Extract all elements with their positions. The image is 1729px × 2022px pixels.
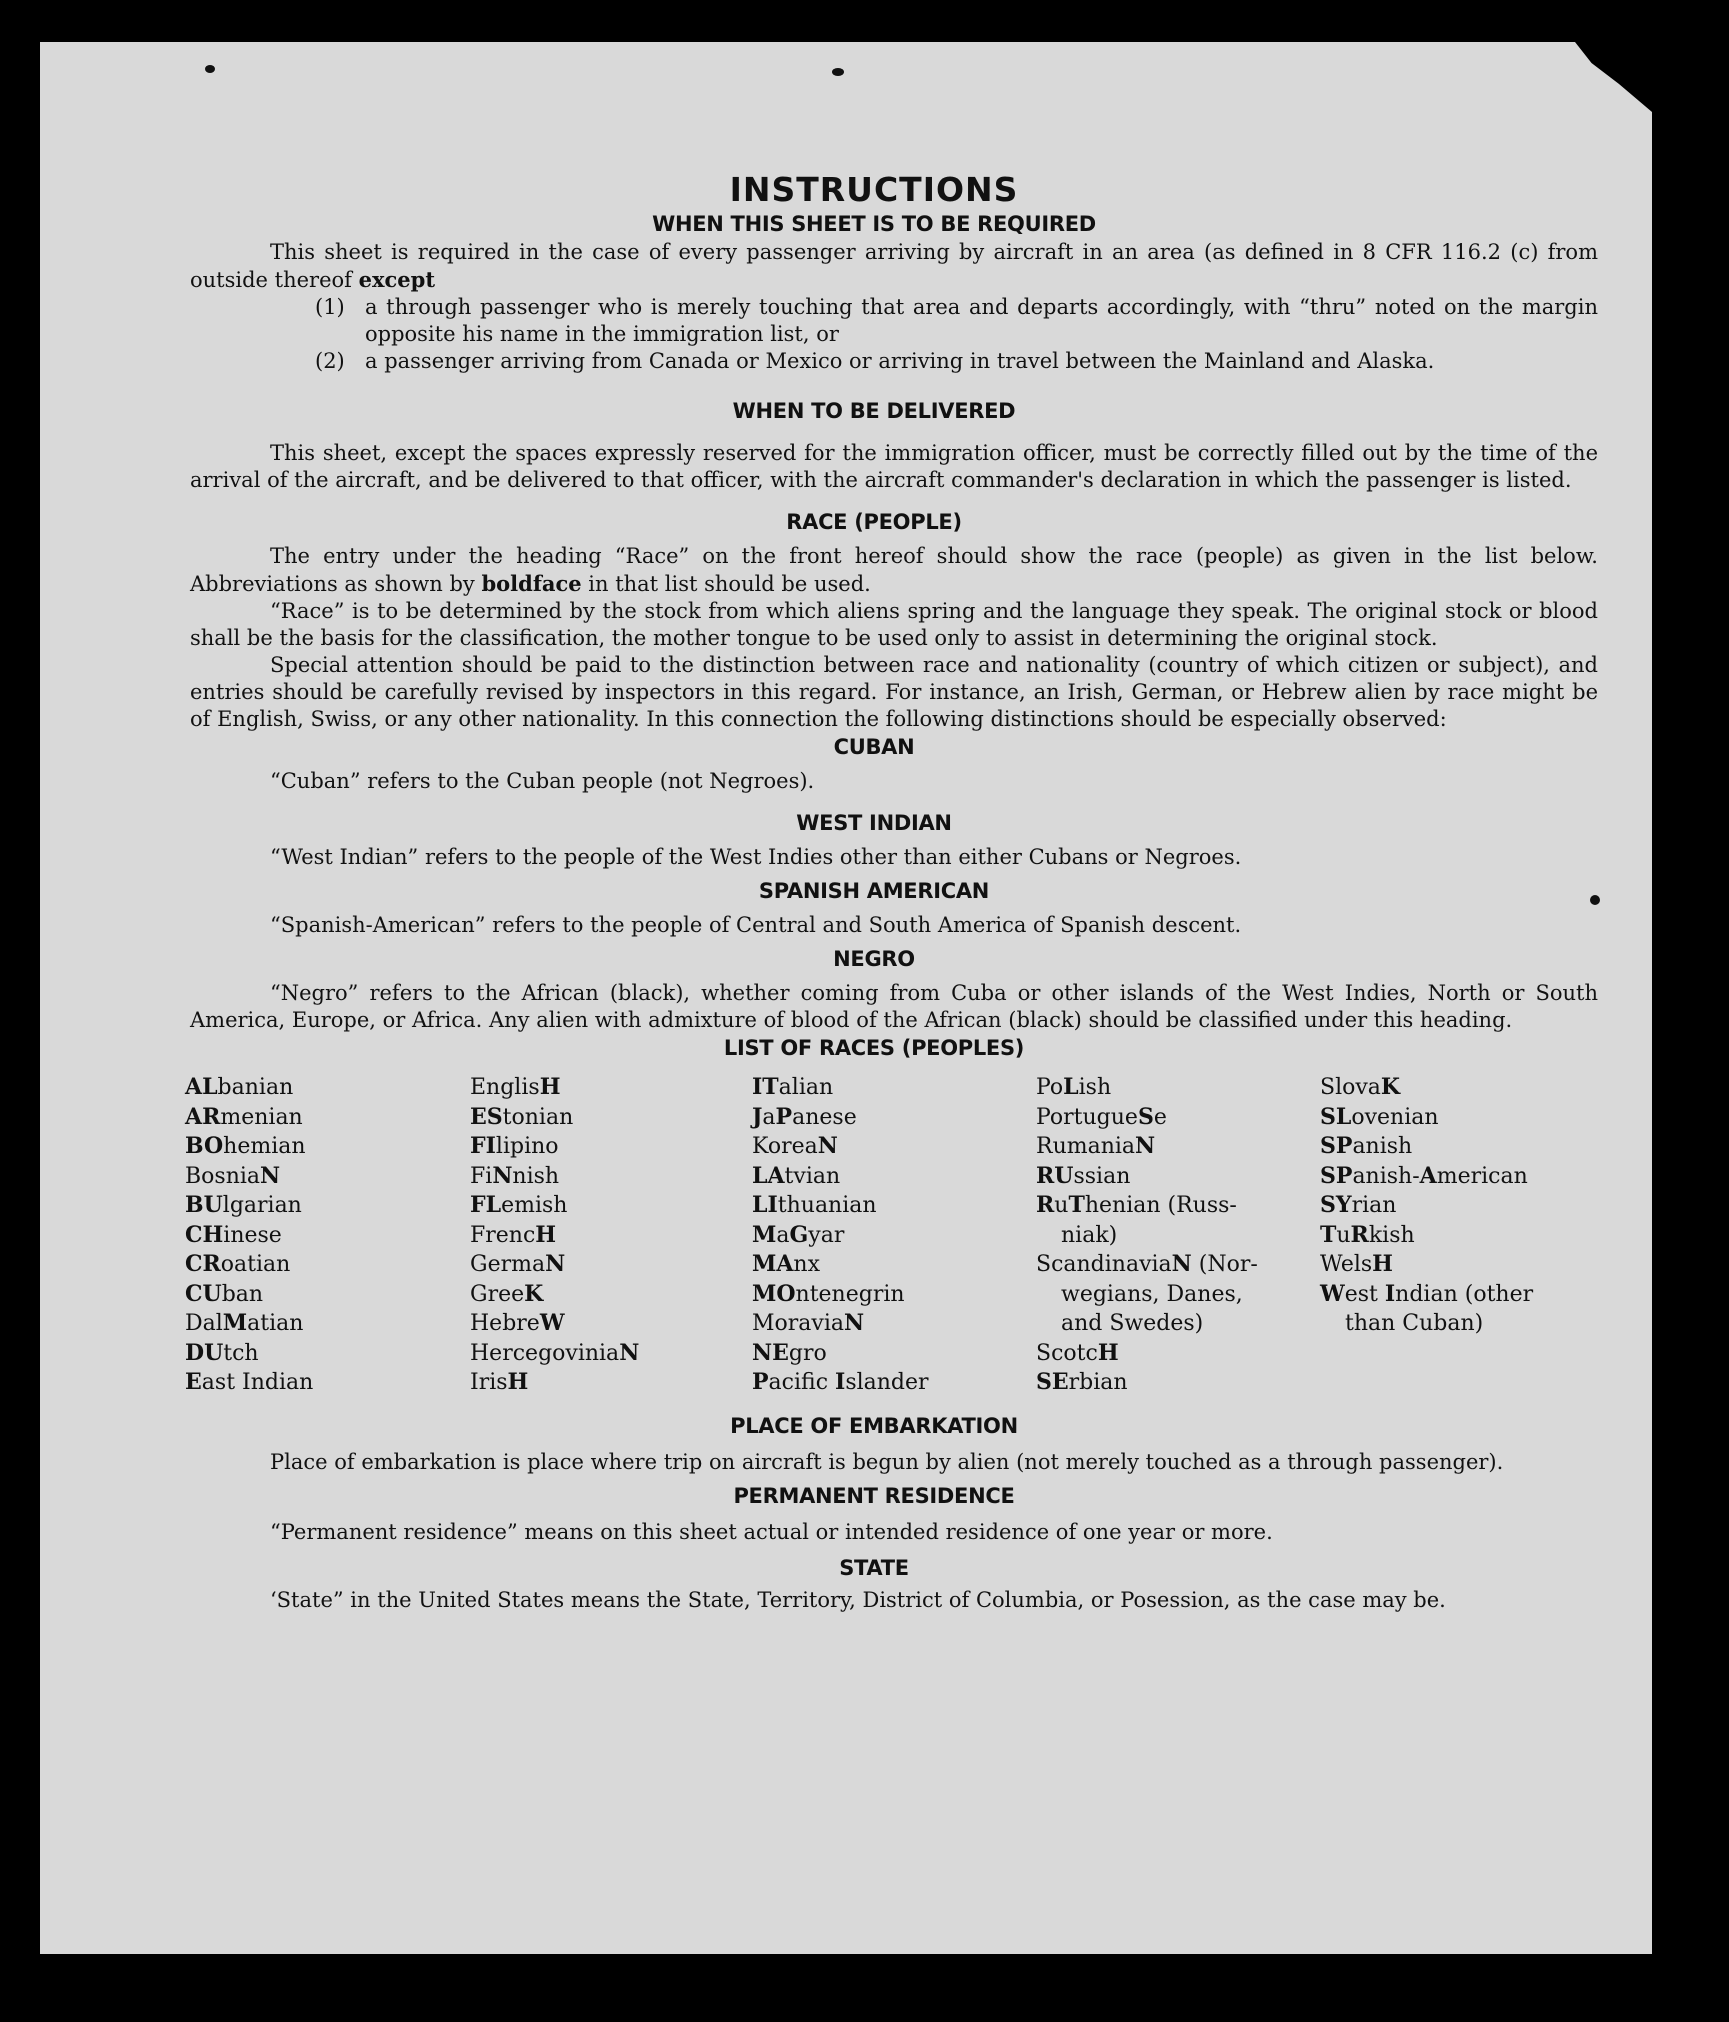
race-abbrev: W: [539, 1310, 565, 1336]
negro-text: “Negro” refers to the African (black), whether coming from Cuba or other islands of the West Indies, North or South America, Europe, or Africa. Any alien with admixture of blood of the African (black) should be classified under this heading.: [190, 981, 1598, 1032]
race-text: lgarian: [222, 1193, 302, 1218]
race-abbrev: CR: [185, 1251, 221, 1277]
race-abbrev: J: [752, 1103, 763, 1130]
heading-west-indian: WEST INDIAN: [796, 811, 952, 835]
race-p1-end: in that list should be used.: [581, 572, 871, 596]
race-abbrev: H: [1097, 1339, 1119, 1366]
race-abbrev: LA: [752, 1162, 785, 1189]
race-text: nish: [512, 1163, 560, 1189]
race-text: henian (Russ-: [1084, 1193, 1237, 1218]
race-entry: [470, 1221, 752, 1251]
race-text: u: [1336, 1222, 1351, 1248]
when-delivered-text: This sheet, except the spaces expressly reserved for the immigration officer, must be correctly filled out by the time of the arrival of the aircraft, and be delivered to that officer, with the aircraft commander's declaration in which the passenger is listed.: [190, 441, 1598, 492]
heading-when-required: WHEN THIS SHEET IS TO BE REQUIRED: [652, 212, 1096, 236]
race-abbrev: R: [1350, 1221, 1369, 1248]
race-text: a: [762, 1104, 776, 1130]
race-entry: [752, 1250, 1036, 1280]
race-text: rian: [1351, 1193, 1397, 1218]
race-entry: [185, 1339, 470, 1369]
race-entry: [185, 1250, 470, 1280]
race-text: Frenc: [470, 1222, 536, 1248]
race-text: hemian: [223, 1134, 306, 1159]
race-text: rbian: [1068, 1370, 1128, 1395]
heading-when-delivered: WHEN TO BE DELIVERED: [732, 399, 1016, 423]
race-paragraph-2: “Race” is to be determined by the stock from which aliens spring and the language they speak. The original stock or blood shall be the basis for the classification, the mother tongue to be used only to assist in determining the original stock.: [190, 599, 1598, 650]
race-entry: [752, 1073, 1036, 1103]
race-entry: [1320, 1221, 1593, 1251]
race-abbrev: AL: [185, 1074, 218, 1100]
race-abbrev: IT: [752, 1074, 779, 1100]
race-paragraph-3: Special attention should be paid to the distinction between race and nationality (country of which citizen or subject), and entries should be carefully revised by inspectors in this regard. For instance, an Irish, German, or Hebrew alien by race might be of English, Swiss, or any other nationality. In this connection the following distinctions should be especially observed:: [190, 653, 1598, 731]
race-entry: [470, 1162, 752, 1192]
spanish-american-text: “Spanish-American” refers to the people of Central and South America of Spanish descent.: [270, 913, 1242, 937]
race-abbrev: NE: [752, 1339, 789, 1366]
race-text: ntenegrin: [795, 1281, 905, 1307]
races-column: [185, 1073, 470, 1398]
race-abbrev: H: [535, 1221, 557, 1248]
race-abbrev: BO: [185, 1133, 224, 1159]
race-text: emish: [501, 1193, 568, 1218]
race-text: Englis: [470, 1075, 540, 1100]
race-entry: [1320, 1191, 1593, 1221]
race-text: ndian (other: [1395, 1281, 1534, 1307]
race-abbrev: AR: [185, 1103, 221, 1130]
embarkation-text: Place of embarkation is place where trip on aircraft is begun by alien (not merely touched as a through passenger).: [270, 1449, 1504, 1474]
race-entry: [1320, 1073, 1593, 1103]
race-entry: [470, 1073, 752, 1103]
ink-speck: [205, 65, 215, 73]
race-text: Germa: [470, 1252, 546, 1277]
race-entry: [185, 1221, 470, 1251]
race-entry: [1036, 1339, 1320, 1369]
race-text: Slova: [1320, 1075, 1381, 1100]
race-paragraph-1: [190, 543, 1598, 598]
race-entry: [470, 1368, 752, 1398]
exception-item: [315, 294, 1598, 348]
race-text: than Cuban): [1345, 1311, 1484, 1336]
race-p1-start: The entry under the heading “Race” on the front hereof should show the race (people) as given in the list below. Abbreviations as shown by: [190, 544, 1598, 596]
race-entry: [185, 1162, 470, 1192]
race-text: yar: [808, 1222, 845, 1248]
race-text: a: [776, 1222, 790, 1248]
race-text: tonian: [502, 1104, 574, 1130]
race-text: wegians, Danes,: [1061, 1281, 1243, 1307]
race-entry: [1320, 1280, 1593, 1310]
race-abbrev: CH: [185, 1221, 224, 1248]
when-required-intro: [190, 239, 1598, 294]
race-text: Moravia: [752, 1311, 844, 1336]
heading-permanent-residence: PERMANENT RESIDENCE: [733, 1483, 1015, 1508]
race-entry: [1036, 1162, 1320, 1192]
race-text: ssian: [1073, 1163, 1131, 1189]
race-abbrev: DU: [185, 1339, 224, 1366]
race-entry: [185, 1103, 470, 1133]
race-entry: [1036, 1191, 1320, 1221]
race-entry: [470, 1250, 752, 1280]
race-abbrev: BU: [185, 1192, 223, 1218]
race-text: Portugue: [1036, 1104, 1138, 1130]
race-text: Dal: [185, 1311, 223, 1336]
race-abbrev: ES: [470, 1103, 503, 1130]
race-entry: [185, 1368, 470, 1398]
race-text: u: [1054, 1193, 1069, 1218]
race-abbrev: N: [619, 1339, 640, 1366]
race-entry: [470, 1309, 752, 1339]
race-text: kish: [1368, 1222, 1415, 1248]
race-text: thuanian: [777, 1193, 877, 1218]
race-entry: [1036, 1250, 1320, 1280]
race-entry: [752, 1339, 1036, 1369]
race-text: Po: [1036, 1075, 1064, 1100]
races-column: [1036, 1073, 1320, 1398]
heading-negro: NEGRO: [833, 947, 915, 971]
race-abbrev: K: [524, 1280, 544, 1307]
race-entry: [1036, 1368, 1320, 1398]
race-entry: [752, 1280, 1036, 1310]
west-indian-text: “West Indian” refers to the people of the West Indies other than either Cubans or Negroes.: [270, 845, 1242, 869]
race-text: Korea: [752, 1134, 818, 1159]
state-text: ‘State” in the United States means the State, Territory, District of Columbia, or Posession, as the case may be.: [270, 1587, 1446, 1612]
race-text: Scotc: [1036, 1340, 1098, 1366]
race-abbrev: LI: [752, 1192, 778, 1218]
heading-cuban: CUBAN: [833, 735, 915, 759]
race-text: (Nor-: [1191, 1252, 1258, 1277]
race-text: anish: [1352, 1134, 1413, 1159]
ink-speck: [1590, 895, 1600, 905]
race-text: Hebre: [470, 1311, 540, 1336]
race-abbrev: N: [1171, 1251, 1192, 1277]
race-abbrev: K: [1380, 1074, 1401, 1100]
race-abbrev: N: [545, 1251, 566, 1277]
race-abbrev: SE: [1036, 1369, 1069, 1395]
race-text: inese: [223, 1222, 282, 1248]
race-text: tvian: [784, 1163, 841, 1189]
exception-text: a passenger arriving from Canada or Mexico or arriving in travel between the Mainland and Alaska.: [365, 349, 1435, 373]
exception-number: (1): [315, 295, 345, 319]
race-abbrev: P: [775, 1103, 793, 1130]
race-entry: [185, 1132, 470, 1162]
races-list: [185, 1073, 1598, 1398]
race-abbrev: H: [539, 1074, 561, 1100]
race-text: Rumania: [1036, 1134, 1136, 1159]
exception-number: (2): [315, 349, 345, 373]
race-text: lipino: [495, 1134, 559, 1159]
race-text: alian: [778, 1075, 834, 1100]
race-abbrev: FI: [470, 1133, 496, 1159]
race-abbrev: S: [1137, 1103, 1154, 1130]
race-text: slander: [845, 1370, 929, 1395]
race-text: anish-: [1352, 1163, 1420, 1189]
race-entry: [185, 1073, 470, 1103]
race-abbrev: N: [492, 1162, 513, 1189]
race-text: tch: [223, 1340, 259, 1366]
race-entry: [470, 1132, 752, 1162]
race-text: nx: [793, 1252, 820, 1277]
race-entry: [185, 1191, 470, 1221]
race-entry: [1320, 1309, 1593, 1339]
race-abbrev: I: [1384, 1280, 1396, 1307]
race-abbrev: SL: [1320, 1103, 1352, 1130]
race-abbrev: SY: [1320, 1192, 1352, 1218]
race-abbrev: H: [1372, 1251, 1393, 1277]
races-column: [752, 1073, 1036, 1398]
race-entry: [1320, 1162, 1593, 1192]
race-abbrev: N: [1135, 1133, 1156, 1159]
race-abbrev: A: [1419, 1162, 1437, 1189]
race-entry: [1320, 1132, 1593, 1162]
races-column: [470, 1073, 752, 1398]
race-text: gro: [788, 1340, 827, 1366]
race-abbrev: CU: [185, 1280, 222, 1307]
race-abbrev: P: [752, 1369, 769, 1395]
race-text: Hercegovinia: [470, 1340, 620, 1366]
race-entry: [1036, 1132, 1320, 1162]
race-text: est: [1344, 1281, 1385, 1307]
race-abbrev: M: [222, 1310, 248, 1336]
race-entry: [1036, 1309, 1320, 1339]
heading-state: STATE: [839, 1555, 909, 1580]
race-abbrev: N: [260, 1162, 281, 1189]
when-required-intro-text: This sheet is required in the case of every passenger arriving by aircraft in an area (as defined in 8 CFR 116.2 (c) from outside thereof: [190, 240, 1598, 292]
race-abbrev: SP: [1320, 1133, 1353, 1159]
race-entry: [1036, 1073, 1320, 1103]
race-text: ish: [1078, 1075, 1112, 1100]
race-entry: [752, 1221, 1036, 1251]
race-text: merican: [1436, 1163, 1528, 1189]
race-entry: [470, 1280, 752, 1310]
race-abbrev: L: [1063, 1074, 1079, 1100]
heading-embarkation: PLACE OF EMBARKATION: [730, 1413, 1018, 1438]
race-abbrev: G: [789, 1221, 809, 1248]
race-text: menian: [220, 1104, 303, 1130]
heading-race: RACE (PEOPLE): [786, 510, 962, 534]
race-abbrev: RU: [1036, 1162, 1074, 1189]
race-text: e: [1153, 1104, 1167, 1130]
race-entry: [1036, 1103, 1320, 1133]
race-entry: [1320, 1103, 1593, 1133]
sheet-content: [185, 170, 1598, 1614]
heading-list-of-races: LIST OF RACES (PEOPLES): [723, 1036, 1025, 1060]
race-abbrev: FL: [470, 1192, 502, 1218]
when-required-except: except: [358, 267, 436, 292]
race-abbrev: W: [1320, 1280, 1345, 1307]
race-abbrev: N: [844, 1310, 865, 1336]
race-entry: [1036, 1280, 1320, 1310]
race-abbrev: M: [752, 1221, 777, 1248]
race-abbrev: SP: [1320, 1162, 1353, 1189]
instruction-sheet: [40, 42, 1652, 1954]
race-text: Bosnia: [185, 1163, 261, 1189]
race-entry: [752, 1191, 1036, 1221]
exception-item: [315, 348, 1598, 375]
race-text: niak): [1061, 1222, 1118, 1248]
race-text: ast Indian: [201, 1370, 314, 1395]
race-entry: [470, 1103, 752, 1133]
race-text: anese: [792, 1104, 857, 1130]
race-text: Gree: [470, 1281, 525, 1307]
race-entry: [470, 1339, 752, 1369]
race-text: ovenian: [1351, 1104, 1439, 1130]
race-text: Iris: [470, 1370, 508, 1395]
race-text: ban: [221, 1281, 264, 1307]
race-text: acific: [768, 1370, 836, 1395]
page-title: INSTRUCTIONS: [729, 170, 1019, 209]
race-entry: [752, 1368, 1036, 1398]
races-column: [1320, 1073, 1593, 1398]
race-entry: [470, 1191, 752, 1221]
race-entry: [1320, 1250, 1593, 1280]
race-entry: [752, 1132, 1036, 1162]
ink-speck: [832, 68, 844, 76]
race-abbrev: MO: [752, 1280, 796, 1307]
exception-text: a through passenger who is merely touching that area and departs accordingly, with “thru” noted on the margin opposite his name in the immigration list, or: [365, 295, 1598, 346]
cuban-text: “Cuban” refers to the Cuban people (not Negroes).: [270, 769, 815, 793]
race-text: banian: [217, 1075, 294, 1100]
race-text: Wels: [1320, 1252, 1373, 1277]
race-entry: [1036, 1221, 1320, 1251]
race-entry: [185, 1309, 470, 1339]
race-text: Fi: [470, 1163, 493, 1189]
race-entry: [752, 1103, 1036, 1133]
race-abbrev: N: [817, 1133, 838, 1159]
race-abbrev: H: [507, 1369, 529, 1395]
race-text: atian: [247, 1311, 304, 1336]
race-abbrev: MA: [752, 1251, 794, 1277]
permanent-residence-text: “Permanent residence” means on this sheet actual or intended residence of one year or more.: [270, 1519, 1273, 1544]
race-text: and Swedes): [1061, 1311, 1204, 1336]
race-abbrev: R: [1036, 1192, 1055, 1218]
race-abbrev: T: [1320, 1221, 1337, 1248]
race-abbrev: E: [185, 1369, 202, 1395]
race-entry: [185, 1280, 470, 1310]
race-text: Scandinavia: [1036, 1252, 1172, 1277]
race-entry: [752, 1162, 1036, 1192]
race-entry: [752, 1309, 1036, 1339]
race-p1-boldface: boldface: [481, 571, 582, 596]
race-abbrev: I: [835, 1369, 846, 1395]
race-abbrev: T: [1068, 1192, 1085, 1218]
heading-spanish-american: SPANISH AMERICAN: [758, 879, 990, 903]
race-text: oatian: [220, 1252, 291, 1277]
